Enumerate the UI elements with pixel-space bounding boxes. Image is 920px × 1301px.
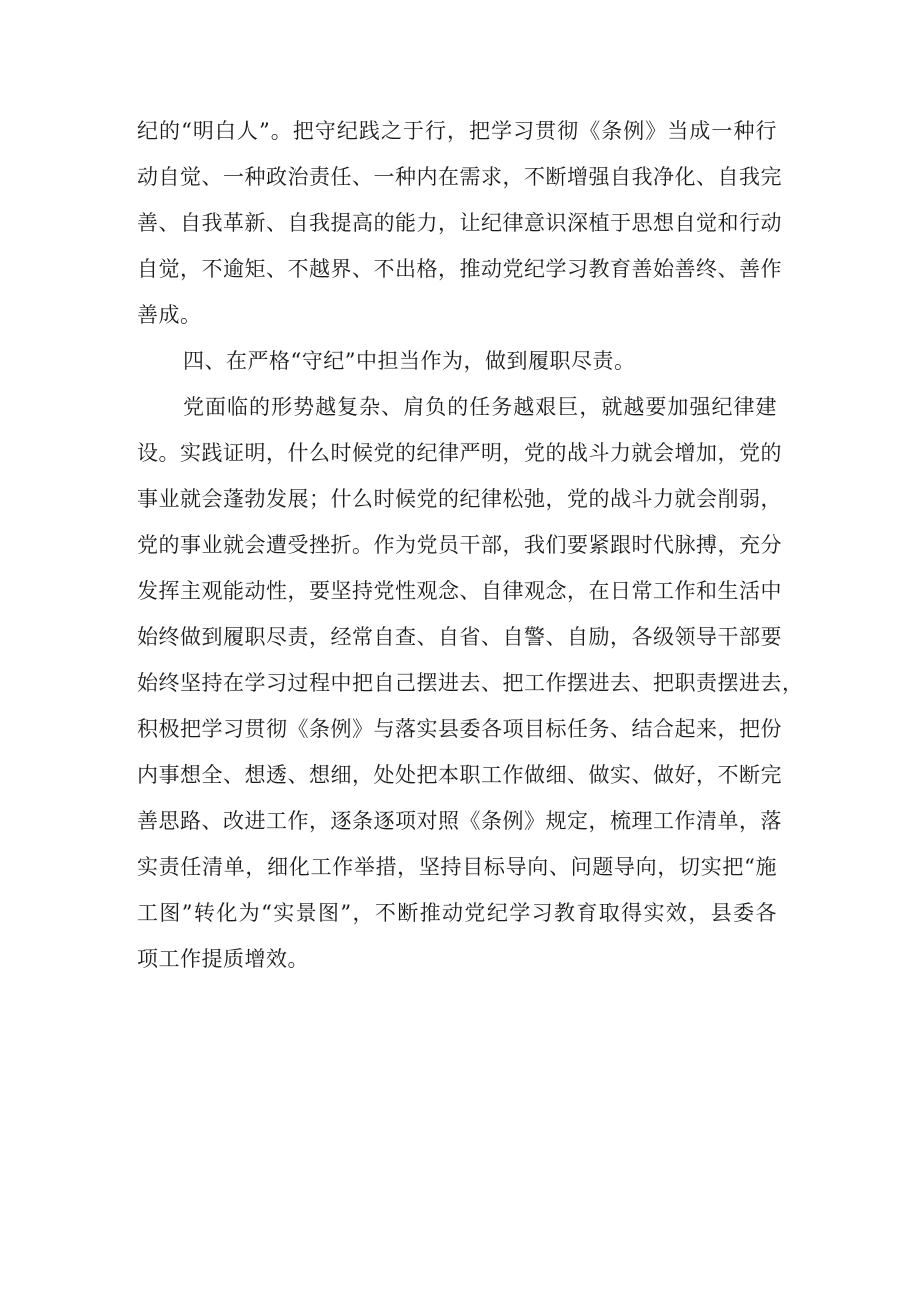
text-line: 自觉，不逾矩、不越界、不出格，推动党纪学习教育善始善终、善作 [137, 257, 782, 281]
text-line: 善思路、改进工作，逐条逐项对照《条例》规定，梳理工作清单，落 [137, 809, 782, 833]
text-line: 党面临的形势越复杂、肩负的任务越艰巨，就越要加强纪律建 [183, 395, 777, 419]
paragraph-main [137, 384, 804, 982]
text-line: 实责任清单，细化工作举措，坚持目标导向、问题导向，切实把“施 [137, 855, 777, 879]
text-line: 内事想全、想透、想细，处处把本职工作做细、做实、做好，不断完 [137, 763, 782, 787]
text-line: 纪的“明白人”。把守纪践之于行，把学习贯彻《条例》当成一种行 [137, 119, 777, 143]
text-line: 发挥主观能动性，要坚持党性观念、自律观念，在日常工作和生活中 [137, 579, 782, 603]
text-line: 善、自我革新、自我提高的能力，让纪律意识深植于思想自觉和行动 [137, 211, 782, 235]
text-line: 善成。 [137, 303, 202, 327]
text-line: 项工作提质增效。 [137, 947, 309, 971]
text-line: 设。实践证明，什么时候党的纪律严明，党的战斗力就会增加，党的 [137, 441, 782, 465]
text-line: 工图”转化为“实景图”，不断推动党纪学习教育取得实效，县委各 [137, 901, 777, 925]
text-line: 党的事业就会遭受挫折。作为党员干部，我们要紧跟时代脉搏，充分 [137, 533, 782, 557]
text-line: 积极把学习贯彻《条例》与落实县委各项目标任务、结合起来，把份 [137, 717, 782, 741]
document-body [137, 108, 804, 982]
text-line: 动自觉、一种政治责任、一种内在需求，不断增强自我净化、自我完 [137, 165, 782, 189]
text-line: 事业就会蓬勃发展；什么时候党的纪律松弛，党的战斗力就会削弱， [137, 487, 782, 511]
text-line: 始终坚持在学习过程中把自己摆进去、把工作摆进去、把职责摆进去， [137, 671, 804, 695]
text-line: 始终做到履职尽责，经常自查、自省、自警、自励，各级领导干部要 [137, 625, 782, 649]
paragraph-continued [137, 108, 782, 338]
section-heading: 四、在严格“守纪”中担当作为，做到履职尽责。 [183, 349, 636, 373]
